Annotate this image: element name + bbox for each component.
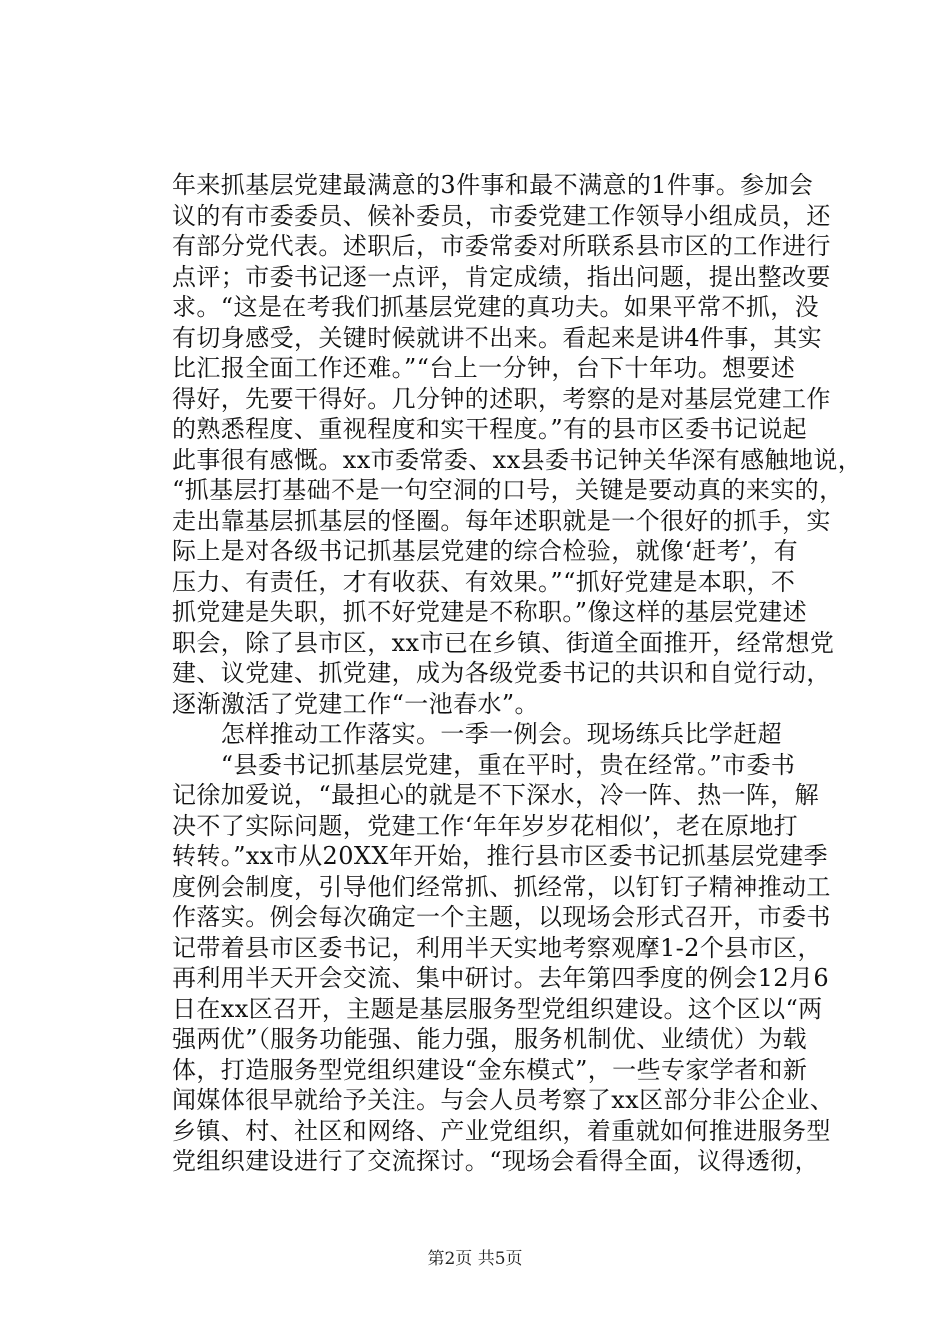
text-line: 职会，除了县市区，xx市已在乡镇、街道全面推开，经常想党 [172,628,835,657]
text-line: 作落实。例会每次确定一个主题，以现场会形式召开，市委书 [172,903,831,931]
text-line: 年来抓基层党建最满意的3件事和最不满意的1件事。参加会 [172,171,814,199]
page-number-label: 第2页 共5页 [427,1249,523,1269]
text-line: 此事很有感慨。xx市委常委、xx县委书记钟关华深有感触地说， [172,445,863,474]
page-footer [0,1248,950,1270]
text-line: 闻媒体很早就给予关注。与会人员考察了xx区部分非公企业、 [172,1086,835,1114]
text-line: 抓党建是失职，抓不好党建是不称职。”像这样的基层党建述 [172,598,808,626]
text-line: 决不了实际问题，党建工作‘年年岁岁花相似’，老在原地打 [172,811,799,840]
text-line: 压力、有责任，才有收获、有效果。”“抓好党建是本职，不 [172,567,796,596]
text-line: 求。“这是在考我们抓基层党建的真功夫。如果平常不抓，没 [172,293,820,321]
text-line: 体，打造服务型党组织建设“金东模式”，一些专家学者和新 [172,1055,808,1084]
text-line: “抓基层打基础不是一句空洞的口号，关键是要动真的来实的， [172,476,844,504]
text-line: 再利用半天开会交流、集中研讨。去年第四季度的例会12月6 [172,964,830,992]
text-line: 得好，先要干得好。几分钟的述职，考察的是对基层党建工作 [172,384,831,413]
text-line: 乡镇、村、社区和网络、产业党组织，着重就如何推进服务型 [172,1116,831,1145]
text-line: 走出靠基层抓基层的怪圈。每年述职就是一个很好的抓手，实 [172,506,831,535]
text-line: 日在xx区召开，主题是基层服务型党组织建设。这个区以“两 [172,994,823,1023]
text-line: 记带着县市区委书记，利用半天实地考察观摩1-2个县市区， [172,933,822,962]
text-line: 建、议党建、抓党建，成为各级党委书记的共识和自觉行动， [172,659,831,687]
text-line: 转转。”xx市从20XX年开始，推行县市区委书记抓基层党建季 [172,842,829,870]
section-heading-line: 怎样推动工作落实。一季一例会。现场练兵比学赶超 [172,720,782,748]
text-line: 记徐加爱说，“最担心的就是不下深水，冷一阵、热一阵，解 [172,781,820,809]
document-body [172,170,863,1177]
text-line: 比汇报全面工作还难。”“台上一分钟，台下十年功。想要述 [172,354,796,382]
text-line: 强两优”（服务功能强、能力强，服务机制优、业绩优）为载 [172,1025,808,1053]
text-line: 党组织建设进行了交流探讨。“现场会看得全面，议得透彻， [172,1147,820,1175]
text-line: 点评；市委书记逐一点评，肯定成绩，指出问题，提出整改要 [172,262,831,291]
text-line: “县委书记抓基层党建，重在平时，贵在经常。”市委书 [172,750,796,779]
text-line: 有部分党代表。述职后，市委常委对所联系县市区的工作进行 [172,232,831,260]
text-line: 议的有市委委员、候补委员，市委党建工作领导小组成员，还 [172,201,831,230]
text-line: 逐渐激活了党建工作“一池春水”。 [172,689,539,718]
text-line: 有切身感受，关键时候就讲不出来。看起来是讲4件事，其实 [172,323,823,352]
text-line: 度例会制度，引导他们经常抓、抓经常，以钉钉子精神推动工 [172,872,831,901]
text-line: 际上是对各级书记抓基层党建的综合检验，就像‘赶考’，有 [172,537,799,565]
text-line: 的熟悉程度、重视程度和实干程度。”有的县市区委书记说起 [172,415,808,443]
